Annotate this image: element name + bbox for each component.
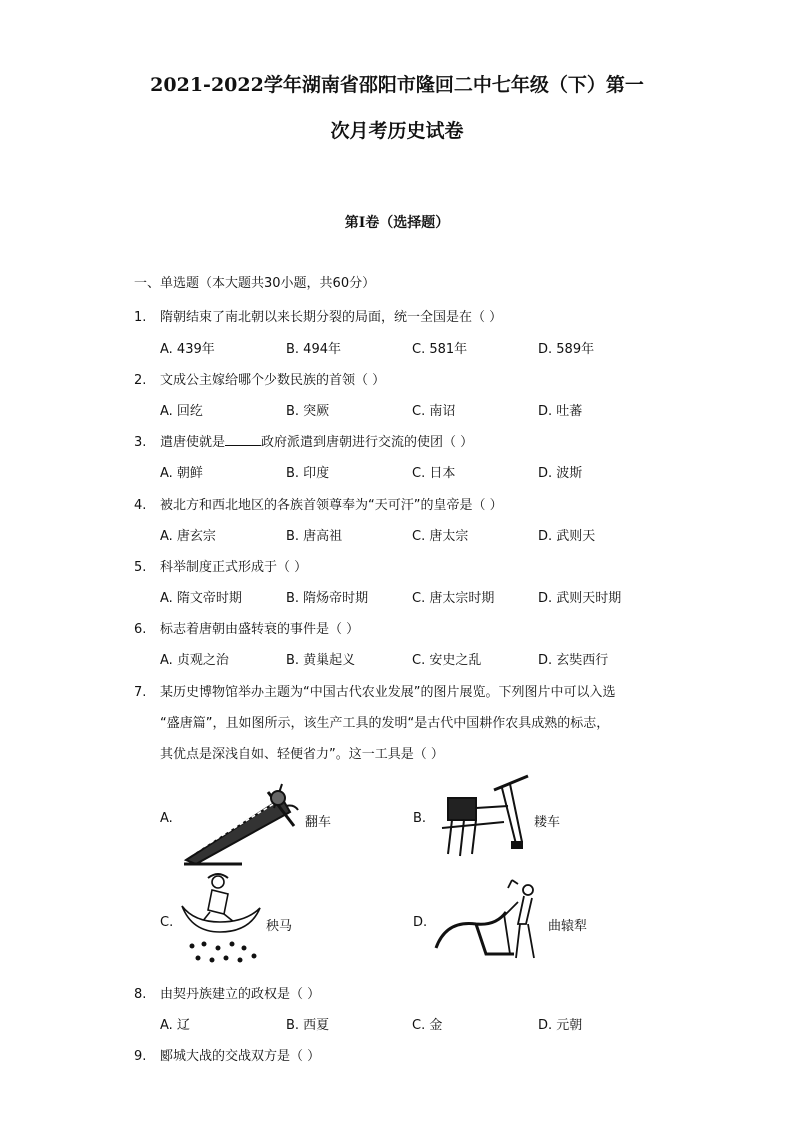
question-6-options xyxy=(160,649,660,669)
image-option-a-letter[interactable]: A. xyxy=(160,811,173,826)
seed-drill-illustration xyxy=(432,772,532,864)
question-text: 郾城大战的交战双方是（ ） xyxy=(160,1049,321,1064)
question-4-options xyxy=(160,525,660,545)
image-option-d-letter[interactable]: D. xyxy=(413,915,428,930)
question-3 xyxy=(134,431,473,450)
exam-title-line2: 次月考历史试卷 xyxy=(330,120,464,142)
question-5-options xyxy=(160,587,660,607)
question-text-before: 遣唐使就是 xyxy=(160,435,226,450)
section-heading-text: 一、单选题（本大题共30小题，共60分） xyxy=(134,276,376,291)
rice-seedling-horse-illustration xyxy=(178,872,266,970)
question-3-options xyxy=(160,462,660,482)
image-option-d-label: 曲辕犁 xyxy=(548,919,588,934)
option-a[interactable]: A. 朝鲜 xyxy=(160,466,203,481)
image-option-c-label: 秧马 xyxy=(266,919,293,934)
curved-shaft-plow-illustration xyxy=(432,876,548,968)
question-text-after: 政府派遣到唐朝进行交流的使团（ ） xyxy=(261,435,474,450)
image-option-b-label: 耧车 xyxy=(534,815,561,830)
option-b[interactable]: B. 隋炀帝时期 xyxy=(286,591,369,606)
option-c[interactable]: C. 唐太宗时期 xyxy=(412,591,495,606)
question-number: 6. xyxy=(134,622,147,637)
option-b[interactable]: B. 西夏 xyxy=(286,1018,330,1033)
question-number: 3. xyxy=(134,435,147,450)
image-option-c-letter[interactable]: C. xyxy=(160,915,174,930)
option-c[interactable]: C. 南诏 xyxy=(412,404,456,419)
question-6 xyxy=(134,618,359,637)
fill-blank xyxy=(225,433,261,446)
question-2 xyxy=(134,369,385,388)
option-d[interactable]: D. 吐蕃 xyxy=(538,404,583,419)
question-text: 由契丹族建立的政权是（ ） xyxy=(160,987,321,1002)
exam-title-line1: 2021-2022学年湖南省邵阳市隆回二中七年级（下）第一 xyxy=(150,74,644,96)
question-1-options xyxy=(160,338,660,358)
question-number: 4. xyxy=(134,498,147,513)
section-heading xyxy=(134,272,375,291)
question-4 xyxy=(134,494,503,513)
option-c[interactable]: C. 唐太宗 xyxy=(412,529,469,544)
question-number: 7. xyxy=(134,685,147,700)
question-1 xyxy=(134,306,502,325)
question-text: 文成公主嫁给哪个少数民族的首领（ ） xyxy=(160,373,386,388)
option-a[interactable]: A. 唐玄宗 xyxy=(160,529,216,544)
question-9 xyxy=(134,1045,320,1064)
option-c[interactable]: C. 安史之乱 xyxy=(412,653,482,668)
option-a[interactable]: A. 439年 xyxy=(160,342,215,357)
option-a[interactable]: A. 隋文帝时期 xyxy=(160,591,242,606)
question-2-options xyxy=(160,400,660,420)
question-number: 8. xyxy=(134,987,147,1002)
question-5 xyxy=(134,556,307,575)
question-text: 隋朝结束了南北朝以来长期分裂的局面，统一全国是在（ ） xyxy=(160,310,503,325)
option-d[interactable]: D. 武则天 xyxy=(538,529,596,544)
question-text: 被北方和西北地区的各族首领尊奉为“天可汗”的皇帝是（ ） xyxy=(160,498,503,513)
option-d[interactable]: D. 元朝 xyxy=(538,1018,583,1033)
volume-heading: 第I卷（选择题） xyxy=(344,215,450,231)
option-d[interactable]: D. 玄奘西行 xyxy=(538,653,609,668)
option-b[interactable]: B. 黄巢起义 xyxy=(286,653,356,668)
image-option-b-letter[interactable]: B. xyxy=(413,811,427,826)
option-d[interactable]: D. 波斯 xyxy=(538,466,583,481)
question-number: 9. xyxy=(134,1049,147,1064)
question-8-options xyxy=(160,1014,660,1034)
question-number: 2. xyxy=(134,373,147,388)
question-7-line3: 其优点是深浅自如、轻便省力”。这一工具是（ ） xyxy=(160,747,444,762)
question-text: 某历史博物馆举办主题为“中国古代农业发展”的图片展览。下列图片中可以入选 xyxy=(160,685,616,700)
option-b[interactable]: B. 突厥 xyxy=(286,404,330,419)
question-text: 标志着唐朝由盛转衰的事件是（ ） xyxy=(160,622,360,637)
option-c[interactable]: C. 581年 xyxy=(412,342,468,357)
question-text: 科举制度正式形成于（ ） xyxy=(160,560,308,575)
option-d[interactable]: D. 武则天时期 xyxy=(538,591,622,606)
option-c[interactable]: C. 金 xyxy=(412,1018,443,1033)
question-number: 5. xyxy=(134,560,147,575)
question-7-line2: “盛唐篇”，且如图所示，该生产工具的发明“是古代中国耕作农具成熟的标志， xyxy=(160,716,610,731)
question-7 xyxy=(134,681,615,700)
option-b[interactable]: B. 唐高祖 xyxy=(286,529,343,544)
option-b[interactable]: B. 印度 xyxy=(286,466,330,481)
image-option-a-label: 翻车 xyxy=(305,815,332,830)
option-a[interactable]: A. 辽 xyxy=(160,1018,190,1033)
option-a[interactable]: A. 回纥 xyxy=(160,404,203,419)
square-pallet-chain-pump-illustration xyxy=(182,778,304,866)
question-number: 1. xyxy=(134,310,147,325)
option-b[interactable]: B. 494年 xyxy=(286,342,341,357)
option-a[interactable]: A. 贞观之治 xyxy=(160,653,229,668)
option-d[interactable]: D. 589年 xyxy=(538,342,595,357)
question-8 xyxy=(134,983,320,1002)
option-c[interactable]: C. 日本 xyxy=(412,466,456,481)
